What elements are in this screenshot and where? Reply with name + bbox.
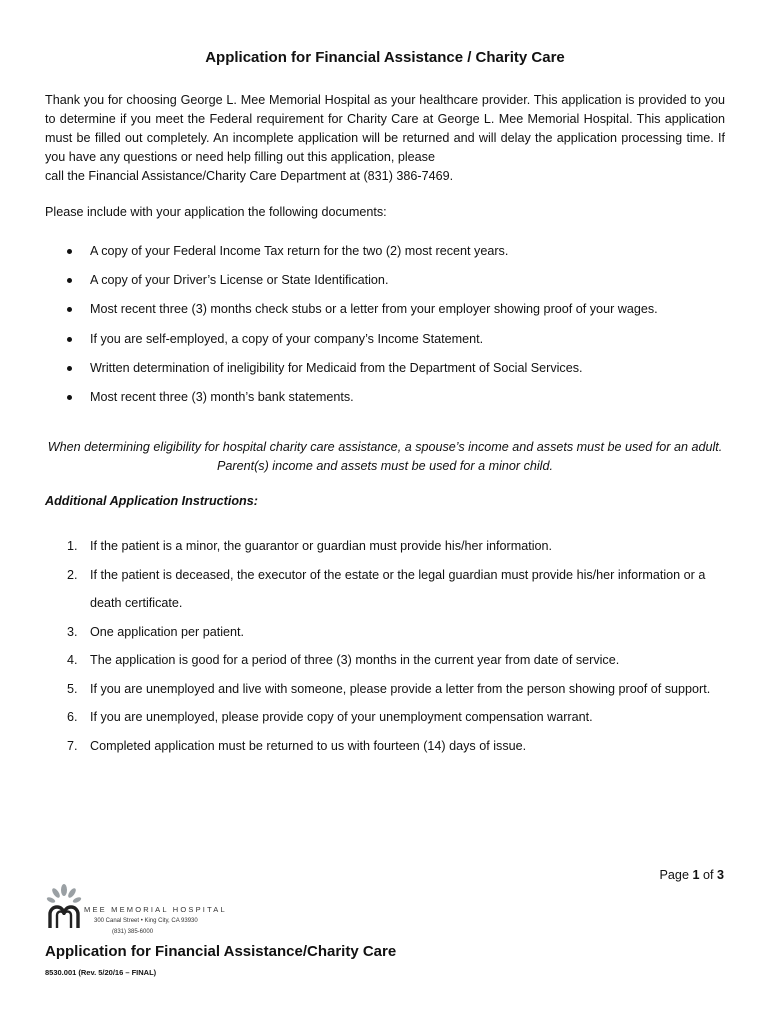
- hospital-logo: [44, 884, 244, 944]
- documents-lead: Please include with your application the following documents:: [45, 205, 387, 219]
- eligibility-note: When determining eligibility for hospital charity care assistance, a spouse’s income and assets must be used for an adult. Parent(s) income and assets must be used for a minor child.: [47, 440, 723, 473]
- logo-name: MEE MEMORIAL HOSPITAL: [84, 905, 227, 914]
- list-item: 5. If you are unemployed and live with someone, please provide a letter from the person showing proof of support.: [67, 681, 711, 696]
- list-item: 1. If the patient is a minor, the guarantor or guardian must provide his/her information.: [67, 539, 553, 553]
- list-item: Most recent three (3) months check stubs or a letter from your employer showing proof of your wages.: [45, 302, 735, 331]
- bullet-icon: [67, 366, 72, 371]
- footer-title: Application for Financial Assistance/Charity Care: [45, 943, 397, 960]
- logo-phone: (831) 385-6000: [112, 929, 154, 935]
- page-title: Application for Financial Assistance / Charity Care: [205, 49, 565, 66]
- footer-form-code: 8530.001 (Rev. 5/20/16 – FINAL): [45, 968, 157, 977]
- list-item: 4. The application is good for a period of three (3) months in the current year from date of service.: [67, 653, 620, 667]
- list-item: If you are self-employed, a copy of your company’s Income Statement.: [45, 332, 735, 361]
- list-item: A copy of your Federal Income Tax return for the two (2) most recent years.: [45, 244, 735, 273]
- list-item: Most recent three (3) month’s bank statements.: [45, 390, 735, 419]
- list-item: 2. If the patient is deceased, the executor of the estate or the legal guardian must provide his/her information or a death certificate.: [67, 567, 706, 610]
- logo-address: 300 Canal Street • King City, CA 93930: [94, 918, 198, 924]
- intro-text: Thank you for choosing George L. Mee Memorial Hospital as your healthcare provider. This application is provided to you to determine if you meet the Federal requirement for Charity Care at George L. Mee Memorial Hospital. This application must be filled out completely. An incomplete application will be returned and will delay the application processing time. If you have any questions or need help filling out this application, please: [45, 93, 725, 164]
- intro-paragraph: [45, 91, 725, 186]
- leaf-logo-icon: [44, 884, 84, 932]
- page-number: Page 1 of 3: [659, 868, 724, 882]
- list-item: Written determination of ineligibility for Medicaid from the Department of Social Services.: [45, 361, 735, 390]
- list-item: 7. Completed application must be returned to us with fourteen (14) days of issue.: [67, 738, 527, 753]
- documents-list: [45, 244, 735, 419]
- bullet-icon: [67, 307, 72, 312]
- bullet-icon: [67, 278, 72, 283]
- intro-contact-line: call the Financial Assistance/Charity Care Department at (831) 386-7469.: [45, 169, 454, 183]
- list-item: 6. If you are unemployed, please provide copy of your unemployment compensation warrant.: [67, 710, 593, 724]
- list-item: A copy of your Driver’s License or State Identification.: [45, 273, 735, 302]
- instructions-list: [45, 532, 735, 760]
- bullet-icon: [67, 395, 72, 400]
- list-item: 3. One application per patient.: [67, 624, 245, 639]
- additional-instructions-heading: Additional Application Instructions:: [45, 494, 258, 508]
- bullet-icon: [67, 249, 72, 254]
- bullet-icon: [67, 337, 72, 342]
